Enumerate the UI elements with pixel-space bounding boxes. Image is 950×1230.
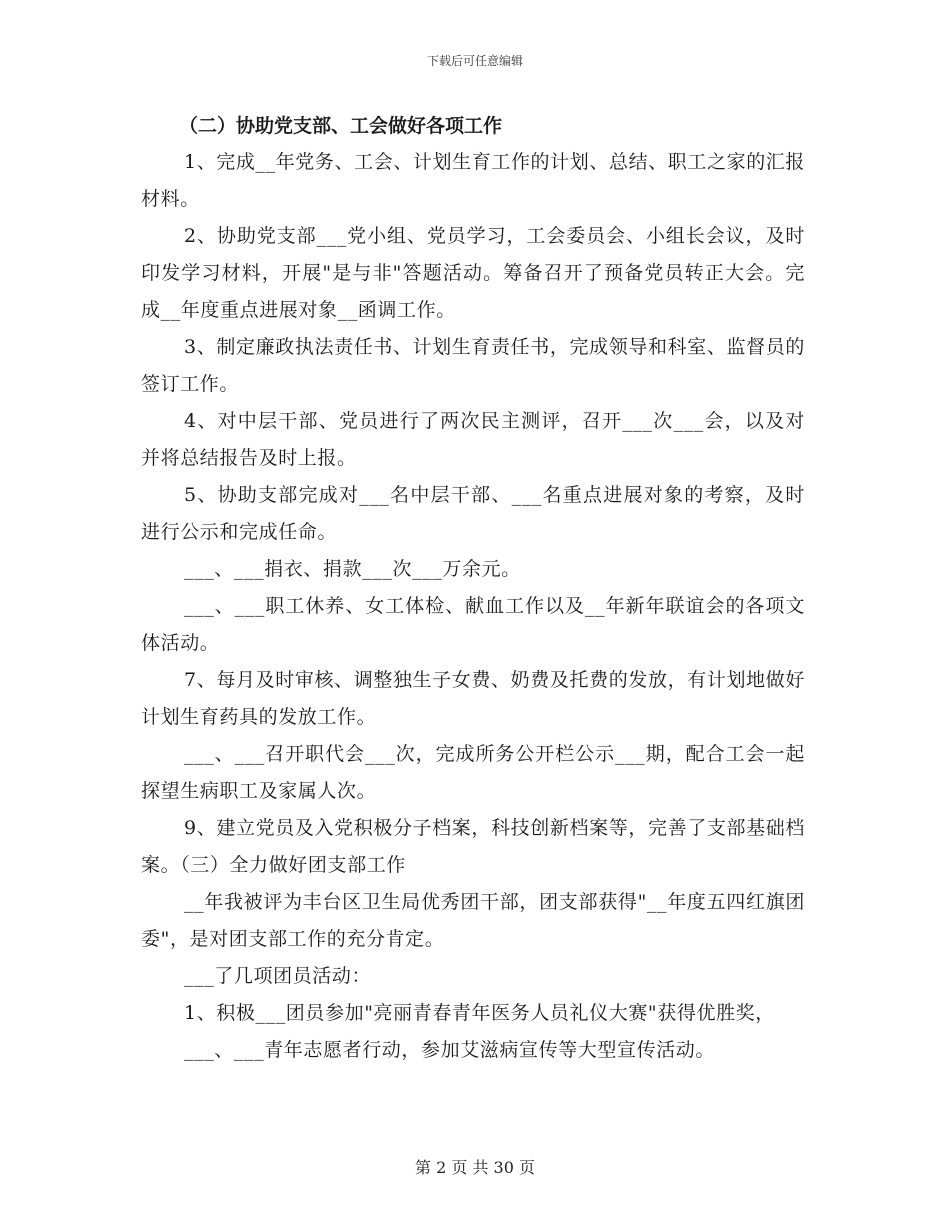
paragraph-8: 7、每月及时审核、调整独生子女费、奶费及托费的发放，有计划地做好计划生育药具的发放工作。 [141,669,805,728]
section-heading: （二）协助党支部、工会做好各项工作 [179,115,503,137]
paragraph-11: __年我被评为丰台区卫生局优秀团干部，团支部获得"__年度五四红旗团委"，是对团支部工作的充分肯定。 [141,891,805,950]
page-header-note: 下载后可任意编辑 [426,54,523,68]
paragraph-7: ___、___职工休养、女工体检、献血工作以及__年新年联谊会的各项文体活动。 [141,595,805,654]
paragraph-9: ___、___召开职代会___次，完成所务公开栏公示___期，配合工会一起探望生病职工及家属人次。 [141,743,805,802]
paragraph-6: ___、___捐衣、捐款___次___万余元。 [184,558,521,580]
paragraph-5: 5、协助支部完成对___名中层干部、___名重点进展对象的考察，及时进行公示和完成任命。 [141,484,805,543]
paragraph-1: 1、完成__年党务、工会、计划生育工作的计划、总结、职工之家的汇报材料。 [141,151,805,210]
paragraph-10: 9、建立党员及入党积极分子档案，科技创新档案等，完善了支部基础档案。（三）全力做好团支部工作 [141,817,805,876]
paragraph-13: 1、积极___团员参加"亮丽青春青年医务人员礼仪大赛"获得优胜奖， [184,1002,775,1024]
document-body [141,108,805,1069]
paragraph-14: ___、___青年志愿者行动，参加艾滋病宣传等大型宣传活动。 [184,1039,716,1061]
paragraph-3: 3、制定廉政执法责任书、计划生育责任书，完成领导和科室、监督员的签订工作。 [141,336,805,395]
paragraph-12: ___了几项团员活动： [184,965,372,987]
page-number: 第 2 页 共 30 页 [415,1158,535,1177]
paragraph-2: 2、协助党支部___党小组、党员学习，工会委员会、小组长会议，及时印发学习材料，开展"是与非"答题活动。筹备召开了预备党员转正大会。完成__年度重点进展对象__函调工作。 [141,225,805,321]
paragraph-4: 4、对中层干部、党员进行了两次民主测评，召开___次___会，以及对并将总结报告及时上报。 [141,410,805,469]
